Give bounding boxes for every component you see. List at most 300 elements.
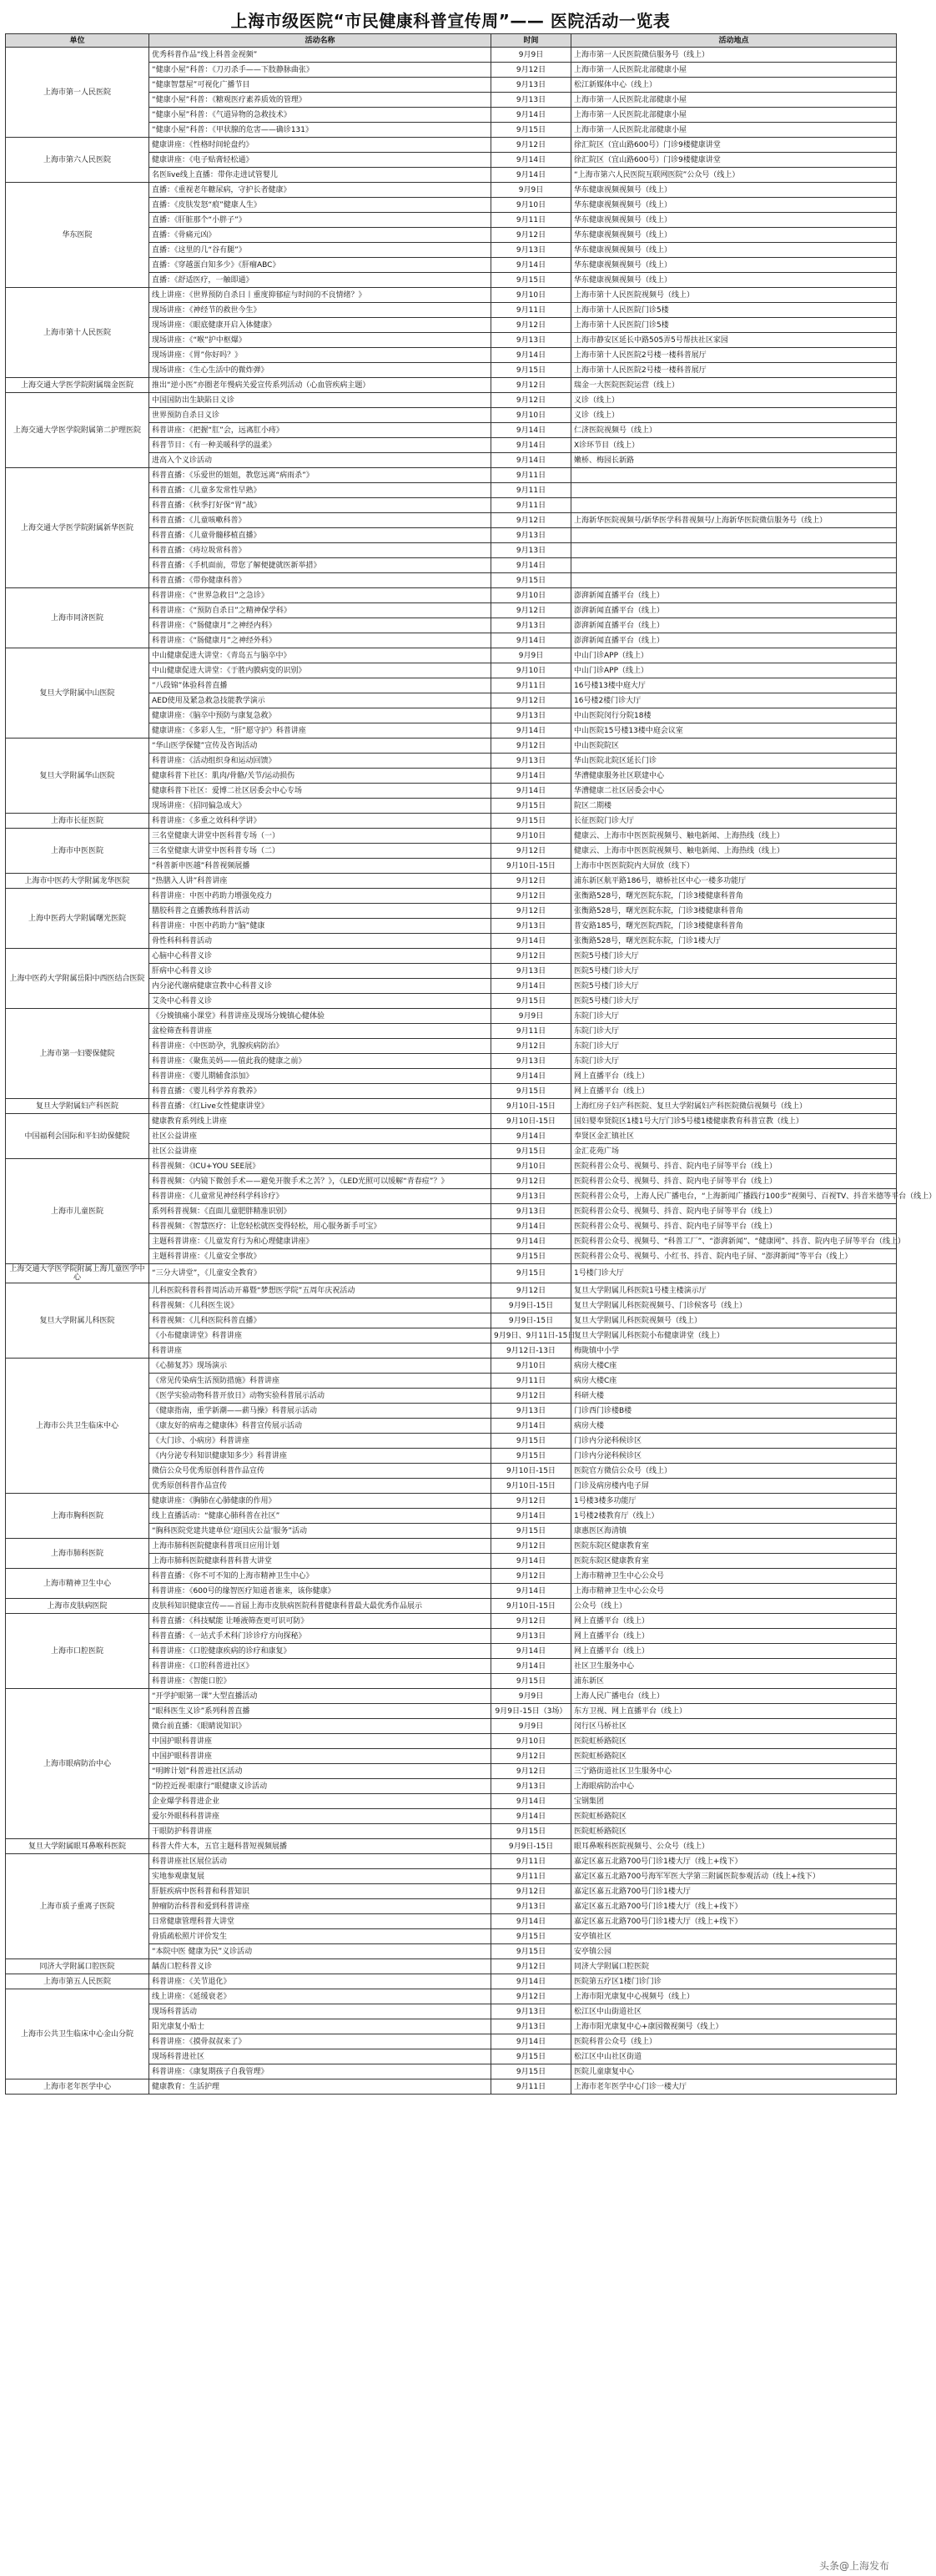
time-cell: 9月9日 [491, 648, 571, 663]
time-cell: 9月14日 [491, 1554, 571, 1569]
location-cell: 网上直播平台（线上） [571, 1614, 897, 1629]
location-cell: 东院门诊大厅 [571, 1039, 897, 1054]
location-cell: 松江区中山街道社区 [571, 2004, 897, 2019]
activity-cell: 上海市肺科医院健康科普科普大讲堂 [149, 1554, 491, 1569]
time-cell: 9月14日 [491, 1069, 571, 1084]
time-cell: 9月12日 [491, 1764, 571, 1779]
activity-cell: 《大门诊、小病房》科普讲座 [149, 1434, 491, 1449]
time-cell: 9月11日 [491, 213, 571, 228]
unit-cell: 上海市儿童医院 [6, 1159, 149, 1264]
activity-cell: 现场科普进社区 [149, 2049, 491, 2064]
location-cell: 张衡路528号，曙光医院东院，门诊3楼健康科普角 [571, 889, 897, 904]
time-cell: 9月12日 [491, 1884, 571, 1899]
time-cell: 9月12日 [491, 739, 571, 754]
time-cell: 9月13日 [491, 1629, 571, 1644]
location-cell: 上海眼病防治中心 [571, 1779, 897, 1794]
activity-cell: 骨性科科科普活动 [149, 934, 491, 949]
location-cell: 嘉定区嘉五北路700号门诊1楼大厅（线上+线下） [571, 1899, 897, 1914]
time-cell: 9月11日 [491, 1374, 571, 1389]
location-cell: 义诊（线上） [571, 393, 897, 408]
time-cell: 9月10日 [491, 288, 571, 303]
location-cell: 华山医院北院区延长门诊 [571, 754, 897, 769]
table-row [6, 588, 897, 603]
table-row [6, 1099, 897, 1114]
time-cell: 9月15日 [491, 1084, 571, 1099]
time-cell: 9月12日 [491, 693, 571, 708]
time-cell: 9月12日 [491, 844, 571, 859]
activity-cell: 现场讲座：《神经节的救世今生》 [149, 303, 491, 318]
location-cell: 健康云、上海市中医医院视频号、触电新闻、上海热线（线上） [571, 829, 897, 844]
location-cell: 上海市第十人民医院2号楼一楼科普展厅 [571, 363, 897, 378]
time-cell: 9月15日 [491, 994, 571, 1009]
activity-cell: 线上讲座：《延缓衰老》 [149, 1989, 491, 2004]
time-cell: 9月10日 [491, 588, 571, 603]
activity-cell: 主题科普讲座：《儿童发育行为和心理健康讲座》 [149, 1234, 491, 1249]
time-cell: 9月12日 [491, 138, 571, 153]
table-row [6, 1839, 897, 1854]
activity-cell: 儿科医院科普科普周活动开幕暨“梦想医学院”五周年庆祝活动 [149, 1283, 491, 1298]
time-cell: 9月15日 [491, 123, 571, 138]
location-cell: 上海市阳光康复中心+康园微视频号（线上） [571, 2019, 897, 2034]
location-cell: 医院虹桥路院区 [571, 1809, 897, 1824]
location-cell: 嘉定区嘉五北路700号门诊1楼大厅 [571, 1884, 897, 1899]
time-cell: 9月12日 [491, 228, 571, 243]
activity-cell: 上海市肺科医院健康科普项目应用计划 [149, 1539, 491, 1554]
table-row [6, 648, 897, 663]
location-cell: 社区卫生服务中心 [571, 1659, 897, 1674]
activity-cell: 科普直播：《手机面前，带您了解便捷就医新举措》 [149, 558, 491, 573]
time-cell: 9月10日 [491, 1734, 571, 1749]
activity-cell: 世界预防自杀日义诊 [149, 408, 491, 423]
time-cell: 9月15日 [491, 273, 571, 288]
location-cell: 上海市中医医院院内大屏放（线下） [571, 859, 897, 874]
unit-cell: 上海交通大学医学院附属瑞金医院 [6, 378, 149, 393]
location-cell: 医院5号楼门诊大厅 [571, 994, 897, 1009]
time-cell: 9月14日 [491, 1914, 571, 1929]
time-cell: 9月12日 [491, 1283, 571, 1298]
location-cell: 上海市第十人民医院视频号（线上） [571, 288, 897, 303]
time-cell: 9月13日 [491, 1054, 571, 1069]
location-cell: 康惠医区海清镇 [571, 1524, 897, 1539]
unit-cell: 上海中医药大学附属曙光医院 [6, 889, 149, 949]
unit-cell: 上海市中医药大学附属龙华医院 [6, 874, 149, 889]
location-cell: 张衡路528号，曙光医院东院，门诊3楼健康科普角 [571, 904, 897, 919]
time-cell: 9月11日 [491, 1854, 571, 1869]
location-cell: 医院东院区健康教育室 [571, 1539, 897, 1554]
table-row [6, 874, 897, 889]
time-cell: 9月12日 [491, 904, 571, 919]
watermark: 头条@上海发布 [818, 2560, 889, 2572]
location-cell: 医院科普公众号（线上） [571, 2034, 897, 2049]
activity-cell: 科普视频：《内镜下微创手术——避免开腹手术之苦？》，《LED光照可以缓解“青春痘”？》 [149, 1174, 491, 1189]
unit-cell: 上海交通大学医学院附属第二护理医院 [6, 393, 149, 468]
time-cell: 9月14日 [491, 2034, 571, 2049]
activity-cell: 科普讲座：《“世界急救日”之急诊》 [149, 588, 491, 603]
time-cell: 9月15日 [491, 799, 571, 814]
location-cell: 科研大楼 [571, 1389, 897, 1404]
time-cell: 9月15日 [491, 363, 571, 378]
activity-cell: 科普直播：《带你健康科普》 [149, 573, 491, 588]
time-cell: 9月14日 [491, 1509, 571, 1524]
activity-cell: 科普讲座：《婴儿期辅食添加》 [149, 1069, 491, 1084]
activity-cell: “健康小屋”科普：《糖观医疗素养质效的管理》 [149, 93, 491, 108]
time-cell: 9月11日 [491, 468, 571, 483]
activity-cell: 系列科普视频：《直面儿童肥胖精准识别》 [149, 1204, 491, 1219]
unit-cell: 上海市口腔医院 [6, 1614, 149, 1689]
table-row [6, 48, 897, 63]
activity-cell: 实地参观康复展 [149, 1869, 491, 1884]
unit-cell: 上海市第一人民医院 [6, 48, 149, 138]
time-cell: 9月15日 [491, 1144, 571, 1159]
table-row [6, 1009, 897, 1024]
table-row [6, 1569, 897, 1584]
time-cell: 9月13日 [491, 919, 571, 934]
time-cell: 9月15日 [491, 2064, 571, 2079]
location-cell [571, 543, 897, 558]
column-header-location: 活动地点 [571, 34, 897, 48]
activity-cell: 科普讲座：《口腔健康疾病的诊疗和康复》 [149, 1644, 491, 1659]
time-cell: 9月14日 [491, 979, 571, 994]
activity-cell: 直播：《舒适医疗，一触即通》 [149, 273, 491, 288]
time-cell: 9月14日 [491, 438, 571, 453]
time-cell: 9月10日 [491, 829, 571, 844]
table-row [6, 1854, 897, 1869]
time-cell: 9月10日 [491, 663, 571, 678]
unit-cell: 上海交通大学医学院附属新华医院 [6, 468, 149, 588]
table-row [6, 1264, 897, 1283]
location-cell: 东院门诊大厅 [571, 1009, 897, 1024]
table-row [6, 739, 897, 754]
activity-cell: 《常见传染病生活预防措施》科普讲座 [149, 1374, 491, 1389]
location-cell: 医院科普公众号、视频号、“科普工厂”、“澎湃新闻”、“健康网”、抖音、院内电子屏等平台（线上） [571, 1234, 897, 1249]
time-cell: 9月10日 [491, 198, 571, 213]
activity-cell: 科普讲座：《把握“肛”会，远离肛小痔》 [149, 423, 491, 438]
time-cell: 9月12日 [491, 1569, 571, 1584]
time-cell: 9月13日 [491, 2004, 571, 2019]
activity-cell: 社区公益讲座 [149, 1129, 491, 1144]
location-cell: 门诊内分泌科候诊区 [571, 1449, 897, 1464]
activity-cell: 艾灸中心科普义诊 [149, 994, 491, 1009]
location-cell: 上海市精神卫生中心公众号 [571, 1569, 897, 1584]
activity-cell: 健康讲座：《脑卒中预防与康复急救》 [149, 708, 491, 723]
unit-cell: 上海中医药大学附属岳阳中西医结合医院 [6, 949, 149, 1009]
activity-cell: 科普讲座：《聚焦美妈——值此我的健康之前》 [149, 1054, 491, 1069]
table-row [6, 949, 897, 964]
activity-cell: 中国护眼科普讲座 [149, 1734, 491, 1749]
time-cell: 9月13日 [491, 1404, 571, 1419]
location-cell: 医院虹桥路院区 [571, 1749, 897, 1764]
activity-cell: 优秀原创科普作品宣传 [149, 1479, 491, 1494]
activity-cell: “健康小屋”科普：《刀刃杀手——下肢静脉曲张》 [149, 63, 491, 78]
location-cell: 门诊及病房楼内电子屏 [571, 1479, 897, 1494]
time-cell: 9月14日 [491, 1129, 571, 1144]
time-cell: 9月13日 [491, 754, 571, 769]
location-cell: 上海市精神卫生中心公众号 [571, 1584, 897, 1599]
activity-cell: 中山健康促进大讲堂：《于胜内膜病变的识别》 [149, 663, 491, 678]
unit-cell: 复旦大学附属妇产科医院 [6, 1099, 149, 1114]
activity-cell: 阳光康复小贴士 [149, 2019, 491, 2034]
time-cell: 9月10日-15日 [491, 1479, 571, 1494]
table-row [6, 1359, 897, 1374]
location-cell: 中山医院15号楼13楼中庭会议室 [571, 723, 897, 739]
location-cell: 义诊（线上） [571, 408, 897, 423]
location-cell: 1号楼门诊大厅 [571, 1264, 897, 1283]
time-cell: 9月15日 [491, 1249, 571, 1264]
time-cell: 9月13日 [491, 964, 571, 979]
time-cell: 9月11日 [491, 678, 571, 693]
location-cell: 网上直播平台（线上） [571, 1069, 897, 1084]
activity-cell: 现场科普活动 [149, 2004, 491, 2019]
time-cell: 9月14日 [491, 633, 571, 648]
location-cell: 徐汇院区（宜山路600号）门诊9楼健康讲堂 [571, 153, 897, 168]
activity-cell: 科普大件大本，五官主题科普短视频展播 [149, 1839, 491, 1854]
unit-cell: 上海市第六人民医院 [6, 138, 149, 183]
location-cell: 华东健康视频视频号（线上） [571, 198, 897, 213]
time-cell: 9月10日-15日 [491, 1464, 571, 1479]
time-cell: 9月11日 [491, 1869, 571, 1884]
time-cell: 9月14日 [491, 1584, 571, 1599]
location-cell: X诊环节目（线上） [571, 438, 897, 453]
activity-cell: 肝病中心科普义诊 [149, 964, 491, 979]
unit-cell: 上海交通大学医学院附属上海儿童医学中心 [6, 1264, 149, 1283]
activity-cell: 科普讲座 [149, 1343, 491, 1359]
location-cell: 16号楼13楼中庭大厅 [571, 678, 897, 693]
location-cell: 网上直播平台（线上） [571, 1084, 897, 1099]
table-row [6, 1974, 897, 1989]
time-cell: 9月14日 [491, 1974, 571, 1989]
activity-cell: 科普直播：《儿童骨髓移植直播》 [149, 528, 491, 543]
time-cell: 9月15日 [491, 814, 571, 829]
location-cell: 华漕健康二社区居委会中心 [571, 784, 897, 799]
activity-cell: 中山健康促进大讲堂：《青岛五与脑卒中》 [149, 648, 491, 663]
location-cell [571, 573, 897, 588]
activity-cell: 健康教育：生活护理 [149, 2079, 491, 2095]
time-cell: 9月10日-15日 [491, 859, 571, 874]
time-cell: 9月12日 [491, 1494, 571, 1509]
location-cell: 病房大楼C座 [571, 1359, 897, 1374]
time-cell: 9月13日 [491, 333, 571, 348]
time-cell: 9月14日 [491, 784, 571, 799]
activity-cell: 现场讲座：《胃”你好吗？》 [149, 348, 491, 363]
location-cell: 医院儿童康复中心 [571, 2064, 897, 2079]
location-cell: 上海市阳光康复中心视频号（线上） [571, 1989, 897, 2004]
unit-cell: 上海市公共卫生临床中心 [6, 1359, 149, 1494]
activity-cell: 现场讲座：《“喉”护中枢爆》 [149, 333, 491, 348]
location-cell: 安亭镇公园 [571, 1944, 897, 1959]
table-row [6, 1614, 897, 1629]
activity-cell: 科普视频：《儿科医生说》 [149, 1298, 491, 1313]
activity-cell: 科普讲座：《关节退化》 [149, 1974, 491, 1989]
location-cell: 上海市第十人民医院门诊5楼 [571, 303, 897, 318]
activity-cell: 直播：《骨痛元凶》 [149, 228, 491, 243]
location-cell: 华东健康视频视频号（线上） [571, 228, 897, 243]
unit-cell: 上海市第一妇婴保健院 [6, 1009, 149, 1099]
table-row [6, 814, 897, 829]
activity-cell: 科普讲座社区展位活动 [149, 1854, 491, 1869]
time-cell: 9月12日 [491, 1389, 571, 1404]
location-cell: 徐汇院区（宜山路600号）门诊9楼健康讲堂 [571, 138, 897, 153]
activity-cell: 《心肺复苏》现场演示 [149, 1359, 491, 1374]
activity-table [5, 33, 936, 2095]
time-cell: 9月12日 [491, 1989, 571, 2004]
location-cell: 普安路185号，曙光医院西院，门诊3楼健康科普角 [571, 919, 897, 934]
location-cell: 国妇婴奉贤院区1楼1号大厅门诊5号楼1楼健康教育科普宣教（线上） [571, 1114, 897, 1129]
activity-cell: 肿瘤防治科普和爱到科普讲座 [149, 1899, 491, 1914]
unit-cell: 上海市长征医院 [6, 814, 149, 829]
column-header-time: 时间 [491, 34, 571, 48]
activity-cell: 中国国防出生缺陷日义诊 [149, 393, 491, 408]
activity-cell: 《康友好的病毒之健康体》科普宣传展示活动 [149, 1419, 491, 1434]
unit-cell: 复旦大学附属眼耳鼻喉科医院 [6, 1839, 149, 1854]
activity-cell: 直播：《这里的几“谷有腿”》 [149, 243, 491, 258]
table-header-row [6, 34, 897, 48]
time-cell: 9月14日 [491, 258, 571, 273]
table-row [6, 468, 897, 483]
unit-cell: 上海市老年医学中心 [6, 2079, 149, 2095]
table-row [6, 1159, 897, 1174]
activity-cell: 主题科普讲座：《儿童安全事故》 [149, 1249, 491, 1264]
location-cell: 上海市第一人民医院微信服务号（线上） [571, 48, 897, 63]
activity-cell: 科普讲座：《智能口腔》 [149, 1674, 491, 1689]
activity-cell: 现场讲座：《招同偏急成大》 [149, 799, 491, 814]
unit-cell: 上海市质子重离子医院 [6, 1854, 149, 1959]
unit-cell: 同济大学附属口腔医院 [6, 1959, 149, 1974]
activity-cell: 科普直播：《一站式手术科门诊诊疗方向探秘》 [149, 1629, 491, 1644]
time-cell: 9月10日 [491, 1159, 571, 1174]
location-cell: 宝钢集团 [571, 1794, 897, 1809]
location-cell: 上海市老年医学中心门诊一楼大厅 [571, 2079, 897, 2095]
time-cell: 9月14日 [491, 1419, 571, 1434]
activity-cell: 现场讲座：《生心生活中的微炸弹》 [149, 363, 491, 378]
location-cell: 澎湃新闻直播平台（线上） [571, 588, 897, 603]
unit-cell: 上海市肺科医院 [6, 1539, 149, 1569]
location-cell: 医院科普公众号、视频号、小红书、抖音、院内电子屏、“澎湃新闻”等平台（线上） [571, 1249, 897, 1264]
location-cell: 仁济医院视频号（线上） [571, 423, 897, 438]
location-cell: 中山门诊APP（线上） [571, 663, 897, 678]
time-cell: 9月14日 [491, 1794, 571, 1809]
location-cell: 病房大楼C座 [571, 1374, 897, 1389]
location-cell: 华东健康视频视频号（线上） [571, 273, 897, 288]
time-cell: 9月13日 [491, 618, 571, 633]
activity-cell: “胸科医院党建共建单位‘迎国庆公益’服务”活动 [149, 1524, 491, 1539]
time-cell: 9月12日 [491, 318, 571, 333]
activity-cell: 健康讲座：《胸肺在心肺健康的作用》 [149, 1494, 491, 1509]
location-cell: 上海市第十人民医院2号楼一楼科普展厅 [571, 348, 897, 363]
time-cell: 9月10日-15日 [491, 1099, 571, 1114]
activity-cell: 科普讲座：《儿童常见神经科学科诊疗》 [149, 1189, 491, 1204]
unit-cell: 上海市公共卫生临床中心金山分院 [6, 1989, 149, 2079]
activity-cell: 科普直播：《科技赋能 让唾液筛查更可识可防》 [149, 1614, 491, 1629]
time-cell: 9月10日 [491, 408, 571, 423]
time-cell: 9月14日 [491, 934, 571, 949]
unit-cell: 复旦大学附属华山医院 [6, 739, 149, 814]
activity-cell: AED使用及紧急救急技能教学演示 [149, 693, 491, 708]
time-cell: 9月14日 [491, 168, 571, 183]
activity-cell: 优秀科普作品“线上科普金视频” [149, 48, 491, 63]
activity-cell: 科普直播：《乐爱世的姐姐，教您远离“病雨杀”》 [149, 468, 491, 483]
location-cell: 上海市第一人民医院北部健康小屋 [571, 123, 897, 138]
time-cell: 9月15日 [491, 1929, 571, 1944]
time-cell: 9月13日 [491, 1899, 571, 1914]
location-cell: 医院5号楼门诊大厅 [571, 964, 897, 979]
location-cell: 嘉定区嘉五北路700号门诊1楼大厅（线上+线下） [571, 1854, 897, 1869]
location-cell: 医院官方微信公众号（线上） [571, 1464, 897, 1479]
location-cell: 复旦大学附属儿科医院1号楼主楼演示厅 [571, 1283, 897, 1298]
activity-cell: 科普讲座：中医中药助力“脑”健康 [149, 919, 491, 934]
time-cell: 9月14日 [491, 153, 571, 168]
time-cell: 9月9日 [491, 1719, 571, 1734]
location-cell: 中山门诊APP（线上） [571, 648, 897, 663]
time-cell: 9月13日 [491, 543, 571, 558]
time-cell: 9月14日 [491, 423, 571, 438]
time-cell: 9月12日-13日 [491, 1343, 571, 1359]
activity-cell: 健康教育系列线上讲座 [149, 1114, 491, 1129]
activity-cell: 健康讲座：《性格时间轮盘约》 [149, 138, 491, 153]
time-cell: 9月12日 [491, 874, 571, 889]
activity-cell: 三名堂健康大讲堂中医科普专场（一） [149, 829, 491, 844]
location-cell: 长征医院门诊大厅 [571, 814, 897, 829]
table-row [6, 183, 897, 198]
location-cell: 嫩桥、梅园长新路 [571, 453, 897, 468]
table-row [6, 889, 897, 904]
location-cell: 浦东新区航平路186号，塘桥社区中心一楼多功能厅 [571, 874, 897, 889]
location-cell: 华东健康视频视频号（线上） [571, 243, 897, 258]
time-cell: 9月13日 [491, 1779, 571, 1794]
activity-cell: 科普节目：《有一种美暖科学的温柔》 [149, 438, 491, 453]
table-row [6, 288, 897, 303]
time-cell: 9月15日 [491, 1674, 571, 1689]
location-cell: 东院门诊大厅 [571, 1024, 897, 1039]
activity-cell: 盆检筛查科普讲座 [149, 1024, 491, 1039]
time-cell: 9月14日 [491, 558, 571, 573]
location-cell: 上海市静安区延长中路505弄5号帮扶社区家园 [571, 333, 897, 348]
time-cell: 9月9日 [491, 183, 571, 198]
activity-cell: “防控近视·眼康行”眼健康义诊活动 [149, 1779, 491, 1794]
time-cell: 9月9日-15日（3场） [491, 1704, 571, 1719]
activity-cell: 皮肤科知识健康宣传——首届上海市皮肤病医院科普健康科普最大最优秀作品展示 [149, 1599, 491, 1614]
location-cell: 医院5号楼门诊大厅 [571, 979, 897, 994]
table-row [6, 1689, 897, 1704]
time-cell: 9月12日 [491, 889, 571, 904]
activity-cell: “健康小屋”科普：《气道异物的急救技术》 [149, 108, 491, 123]
table-row [6, 829, 897, 844]
location-cell: 瑞金一大医院医院运营（线上） [571, 378, 897, 393]
activity-cell: 心脑中心科普义诊 [149, 949, 491, 964]
time-cell: 9月10日 [491, 1359, 571, 1374]
location-cell: 松江新媒体中心（线上） [571, 78, 897, 93]
location-cell: 金汇花苑广场 [571, 1144, 897, 1159]
unit-cell: 复旦大学附属儿科医院 [6, 1283, 149, 1359]
location-cell: 复旦大学附属儿科医院视频号（线上） [571, 1313, 897, 1328]
location-cell: 医院科普公众号，上海人民广播电台，“上海新闻广播践行100步”视频号、百视TV、抖音米德等平台（线上） [571, 1189, 897, 1204]
location-cell: 上海人民广播电台（线上） [571, 1689, 897, 1704]
time-cell: 9月15日 [491, 1524, 571, 1539]
activity-cell: 《健康指南，重学新潮——薪马操》科普展示活动 [149, 1404, 491, 1419]
activity-cell: 直播：《重视老年糖尿病，守护长者健康》 [149, 183, 491, 198]
table-row [6, 378, 897, 393]
unit-cell: 上海市胸科医院 [6, 1494, 149, 1539]
location-cell: 安亭镇社区 [571, 1929, 897, 1944]
location-cell: 16号楼2楼门诊大厅 [571, 693, 897, 708]
location-cell: 上海市第一人民医院北部健康小屋 [571, 93, 897, 108]
location-cell: 华漕健康服务社区联建中心 [571, 769, 897, 784]
activity-cell: 肝脏疾病中医科普和科普知识 [149, 1884, 491, 1899]
activity-cell: 健康科普下社区：爱博二社区居委会中心专场 [149, 784, 491, 799]
activity-cell: 科普讲座：《“肠健康月”之神经外科》 [149, 633, 491, 648]
time-cell: 9月10日-15日 [491, 1114, 571, 1129]
location-cell: 浦东新区 [571, 1674, 897, 1689]
activity-cell: 科普直播：《秋季打好保“胃”战》 [149, 498, 491, 513]
